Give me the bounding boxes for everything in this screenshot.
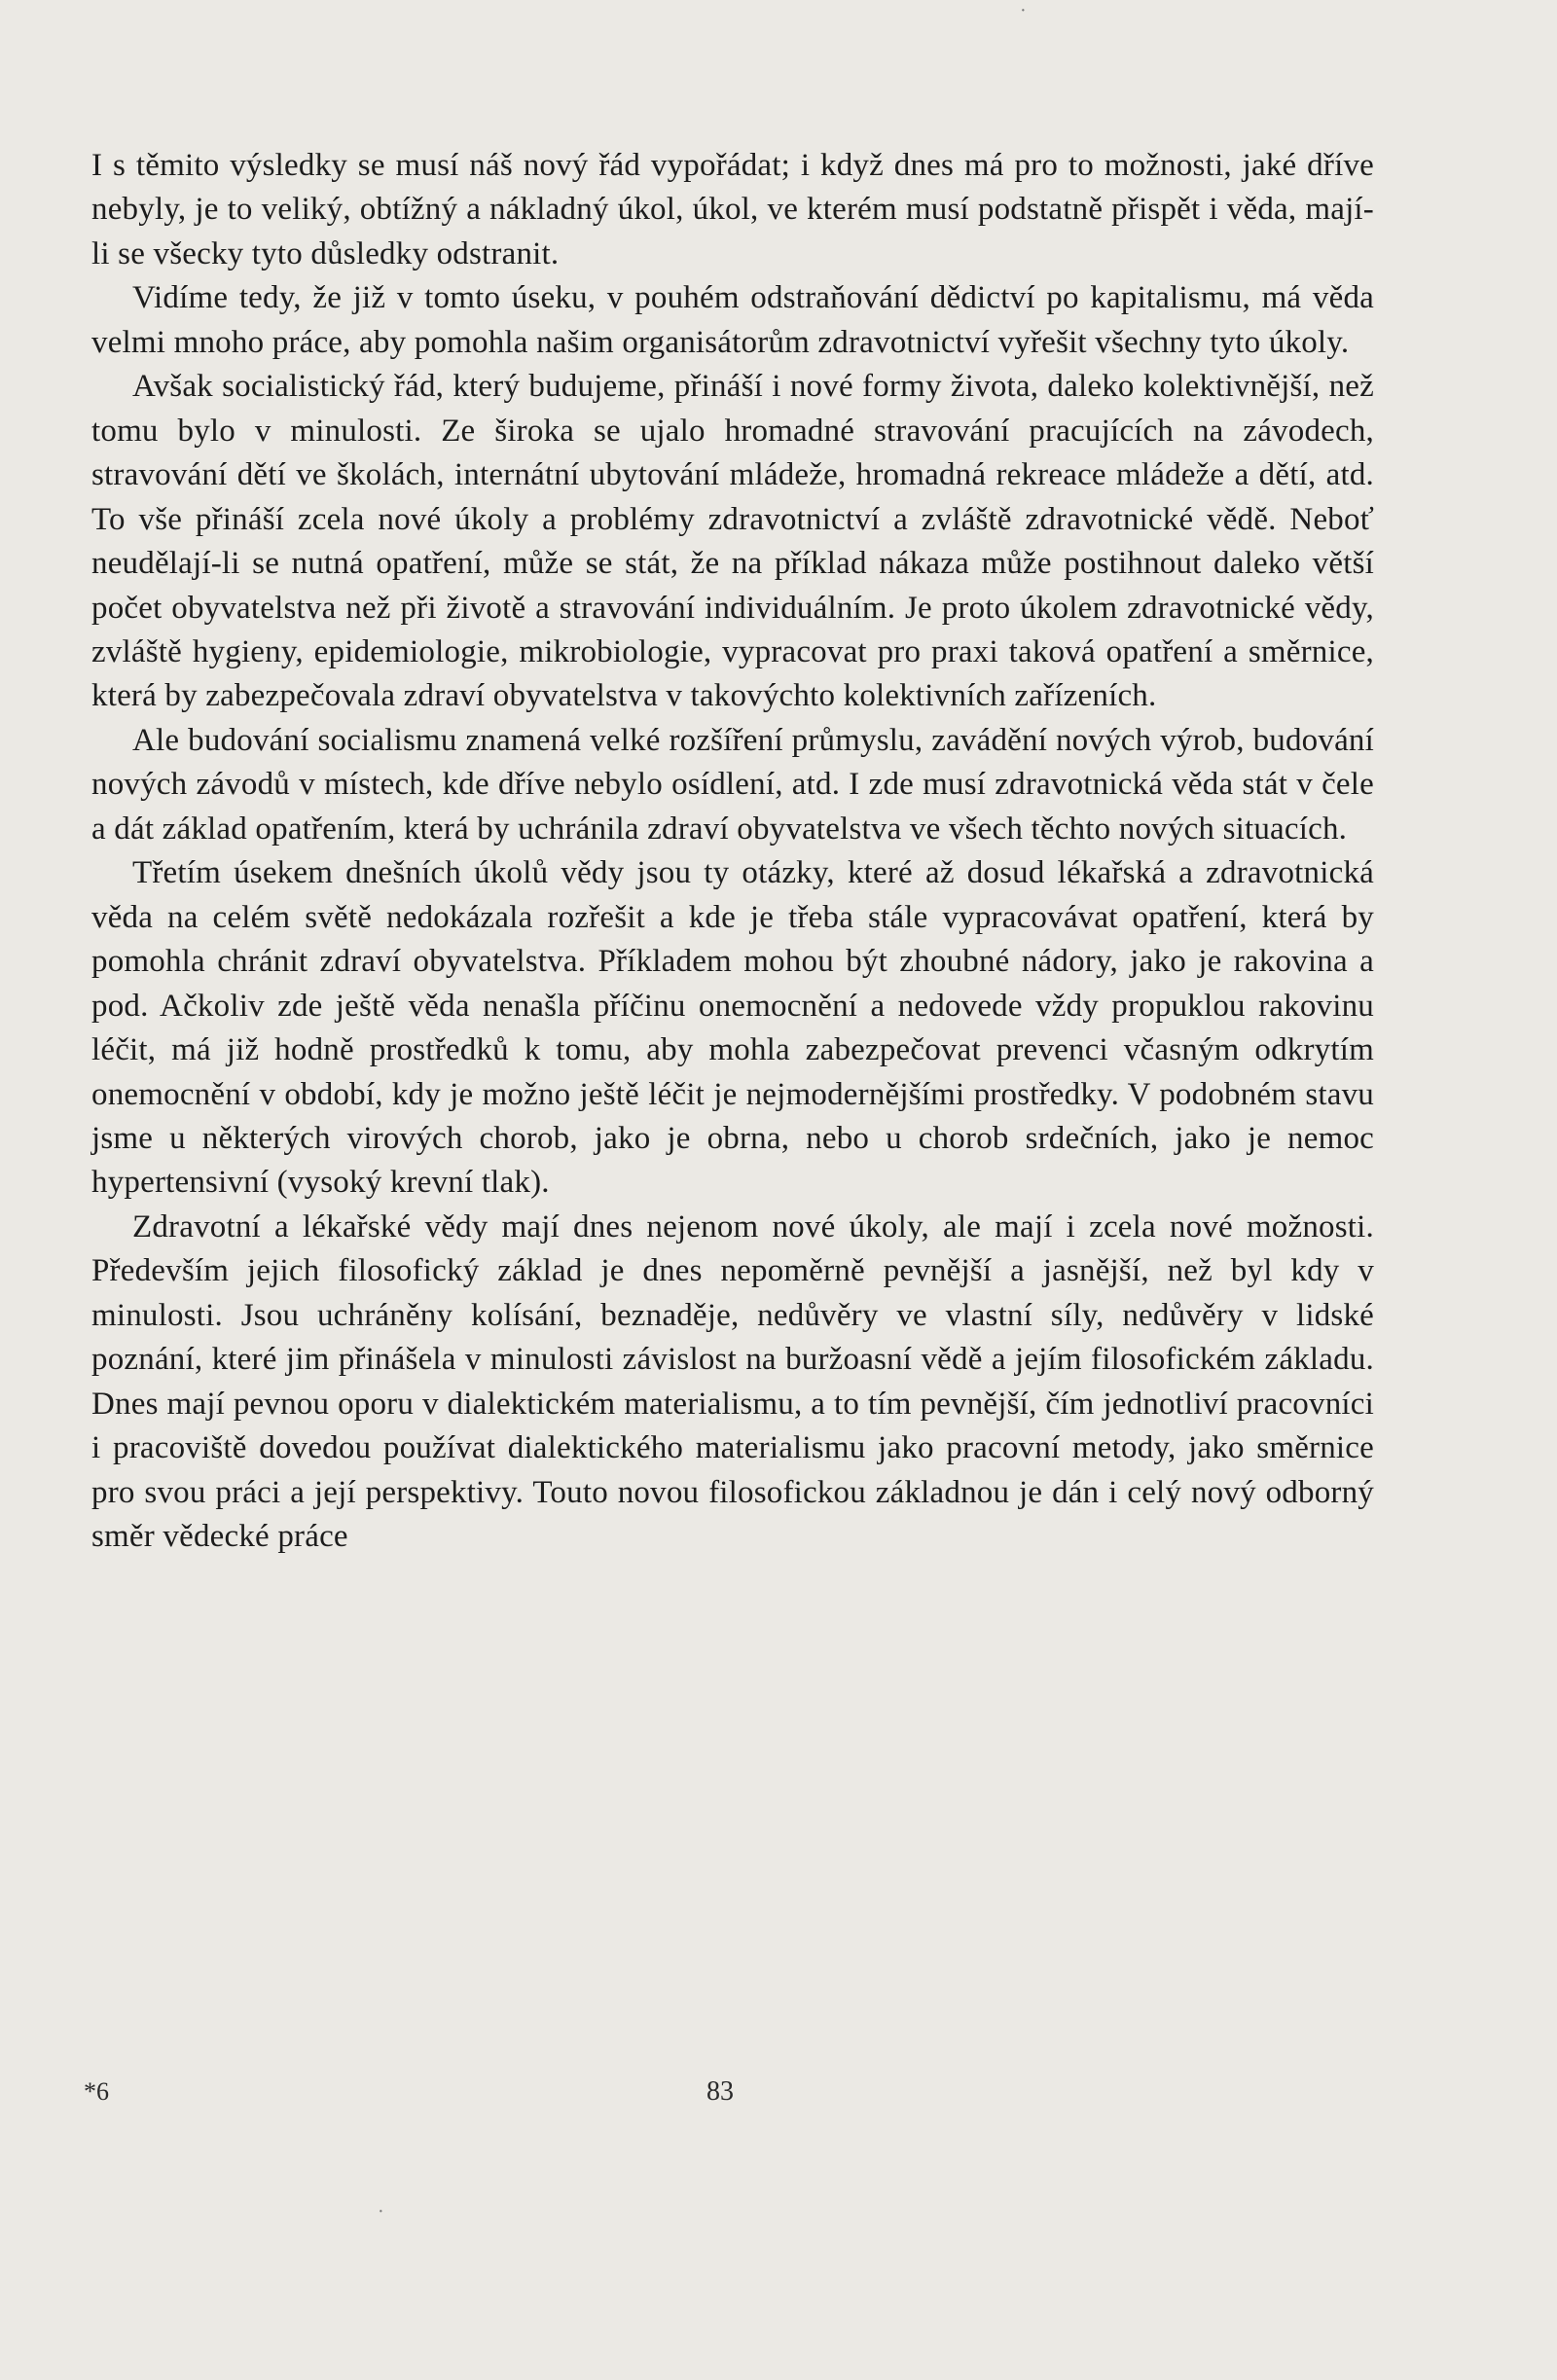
- paragraph-6: Zdravotní a lékařské vědy mají dnes nejenom nové úkoly, ale mají i zcela nové možnosti. Především jejich filosofický základ je dnes nepoměrně pevnější a jasnější, než byl kdy v minulosti. Jsou uchráněny kolísání, beznaděje, nedůvěry ve vlastní síly, nedůvěry v lidské poznání, které jim přinášela v minulosti závislost na buržoasní vědě a jejím filosofickém základu. Dnes mají pevnou oporu v dialektickém materialismu, a to tím pevnější, čím jednotliví pracovníci i pracoviště dovedou používat dialektického materialismu jako pracovní metody, jako směrnice pro svou práci a její perspektivy. Touto novou filosofickou základnou je dán i celý nový odborný směr vědecké práce: [91, 1208, 1374, 1555]
- page-footer: [0, 2073, 1557, 2111]
- paragraph-2: Vidíme tedy, že již v tomto úseku, v pouhém odstraňování dědictví po kapitalismu, má věda velmi mnoho práce, aby pomohla našim organisátorům zdravotnictví vyřešit všechny tyto úkoly.: [91, 280, 1374, 360]
- page-number: 83: [706, 2076, 734, 2107]
- paper-speck-icon: ·: [1020, 0, 1027, 21]
- printer-signature-mark: *6: [84, 2077, 109, 2106]
- paragraph-1: I s těmito výsledky se musí náš nový řád vypořádat; i když dnes má pro to možnosti, jaké dříve nebyly, je to veliký, obtížný a nákladný úkol, úkol, ve kterém musí podstatně přispět i věda, mají-li se všecky tyto důsledky odstranit.: [91, 148, 1374, 271]
- body-text: [91, 144, 1374, 1560]
- paragraph-3: Avšak socialistický řád, který budujeme, přináší i nové formy života, daleko kolektivnější, než tomu bylo v minulosti. Ze široka se ujalo hromadné stravování pracujících na závodech, stravování dětí ve školách, internátní ubytování mládeže, hromadná rekreace mládeže a dětí, atd. To vše přináší zcela nové úkoly a problémy zdravotnictví a zvláště zdravotnické vědě. Neboť neudělají-li se nutná opatření, může se stát, že na příklad nákaza může postihnout daleko větší počet obyvatelstva než při životě a stravování individuálním. Je proto úkolem zdravotnické vědy, zvláště hygieny, epidemiologie, mikrobiologie, vypracovat pro praxi taková opatření a směrnice, která by zabezpečovala zdraví obyvatelstva v takovýchto kolektivních zařízeních.: [91, 369, 1374, 714]
- paragraph-4: Ale budování socialismu znamená velké rozšíření průmyslu, zavádění nových výrob, budování nových závodů v místech, kde dříve nebylo osídlení, atd. I zde musí zdravotnická věda stát v čele a dát základ opatřením, která by uchránila zdraví obyvatelstva ve všech těchto nových situacích.: [91, 722, 1374, 847]
- paragraph-5: Třetím úsekem dnešních úkolů vědy jsou ty otázky, které až dosud lékařská a zdravotnická věda na celém světě nedokázala rozřešit a kde je třeba stále vypracovávat opatření, která by pomohla chránit zdraví obyvatelstva. Příkladem mohou být zhoubné nádory, jako je rakovina a pod. Ačkoliv zde ještě věda nenašla příčinu onemocnění a nedovede vždy propuklou rakovinu léčit, má již hodně prostředků k tomu, aby mohla zabezpečovat prevenci včasným odkrytím onemocnění v období, kdy je možno ještě léčit je nejmodernějšími prostředky. V podobném stavu jsme u některých virových chorob, jako je obrna, nebo u chorob srdečních, jako je nemoc hypertensivní (vysoký krevní tlak).: [91, 855, 1374, 1201]
- paper-speck-icon: ·: [378, 2201, 384, 2222]
